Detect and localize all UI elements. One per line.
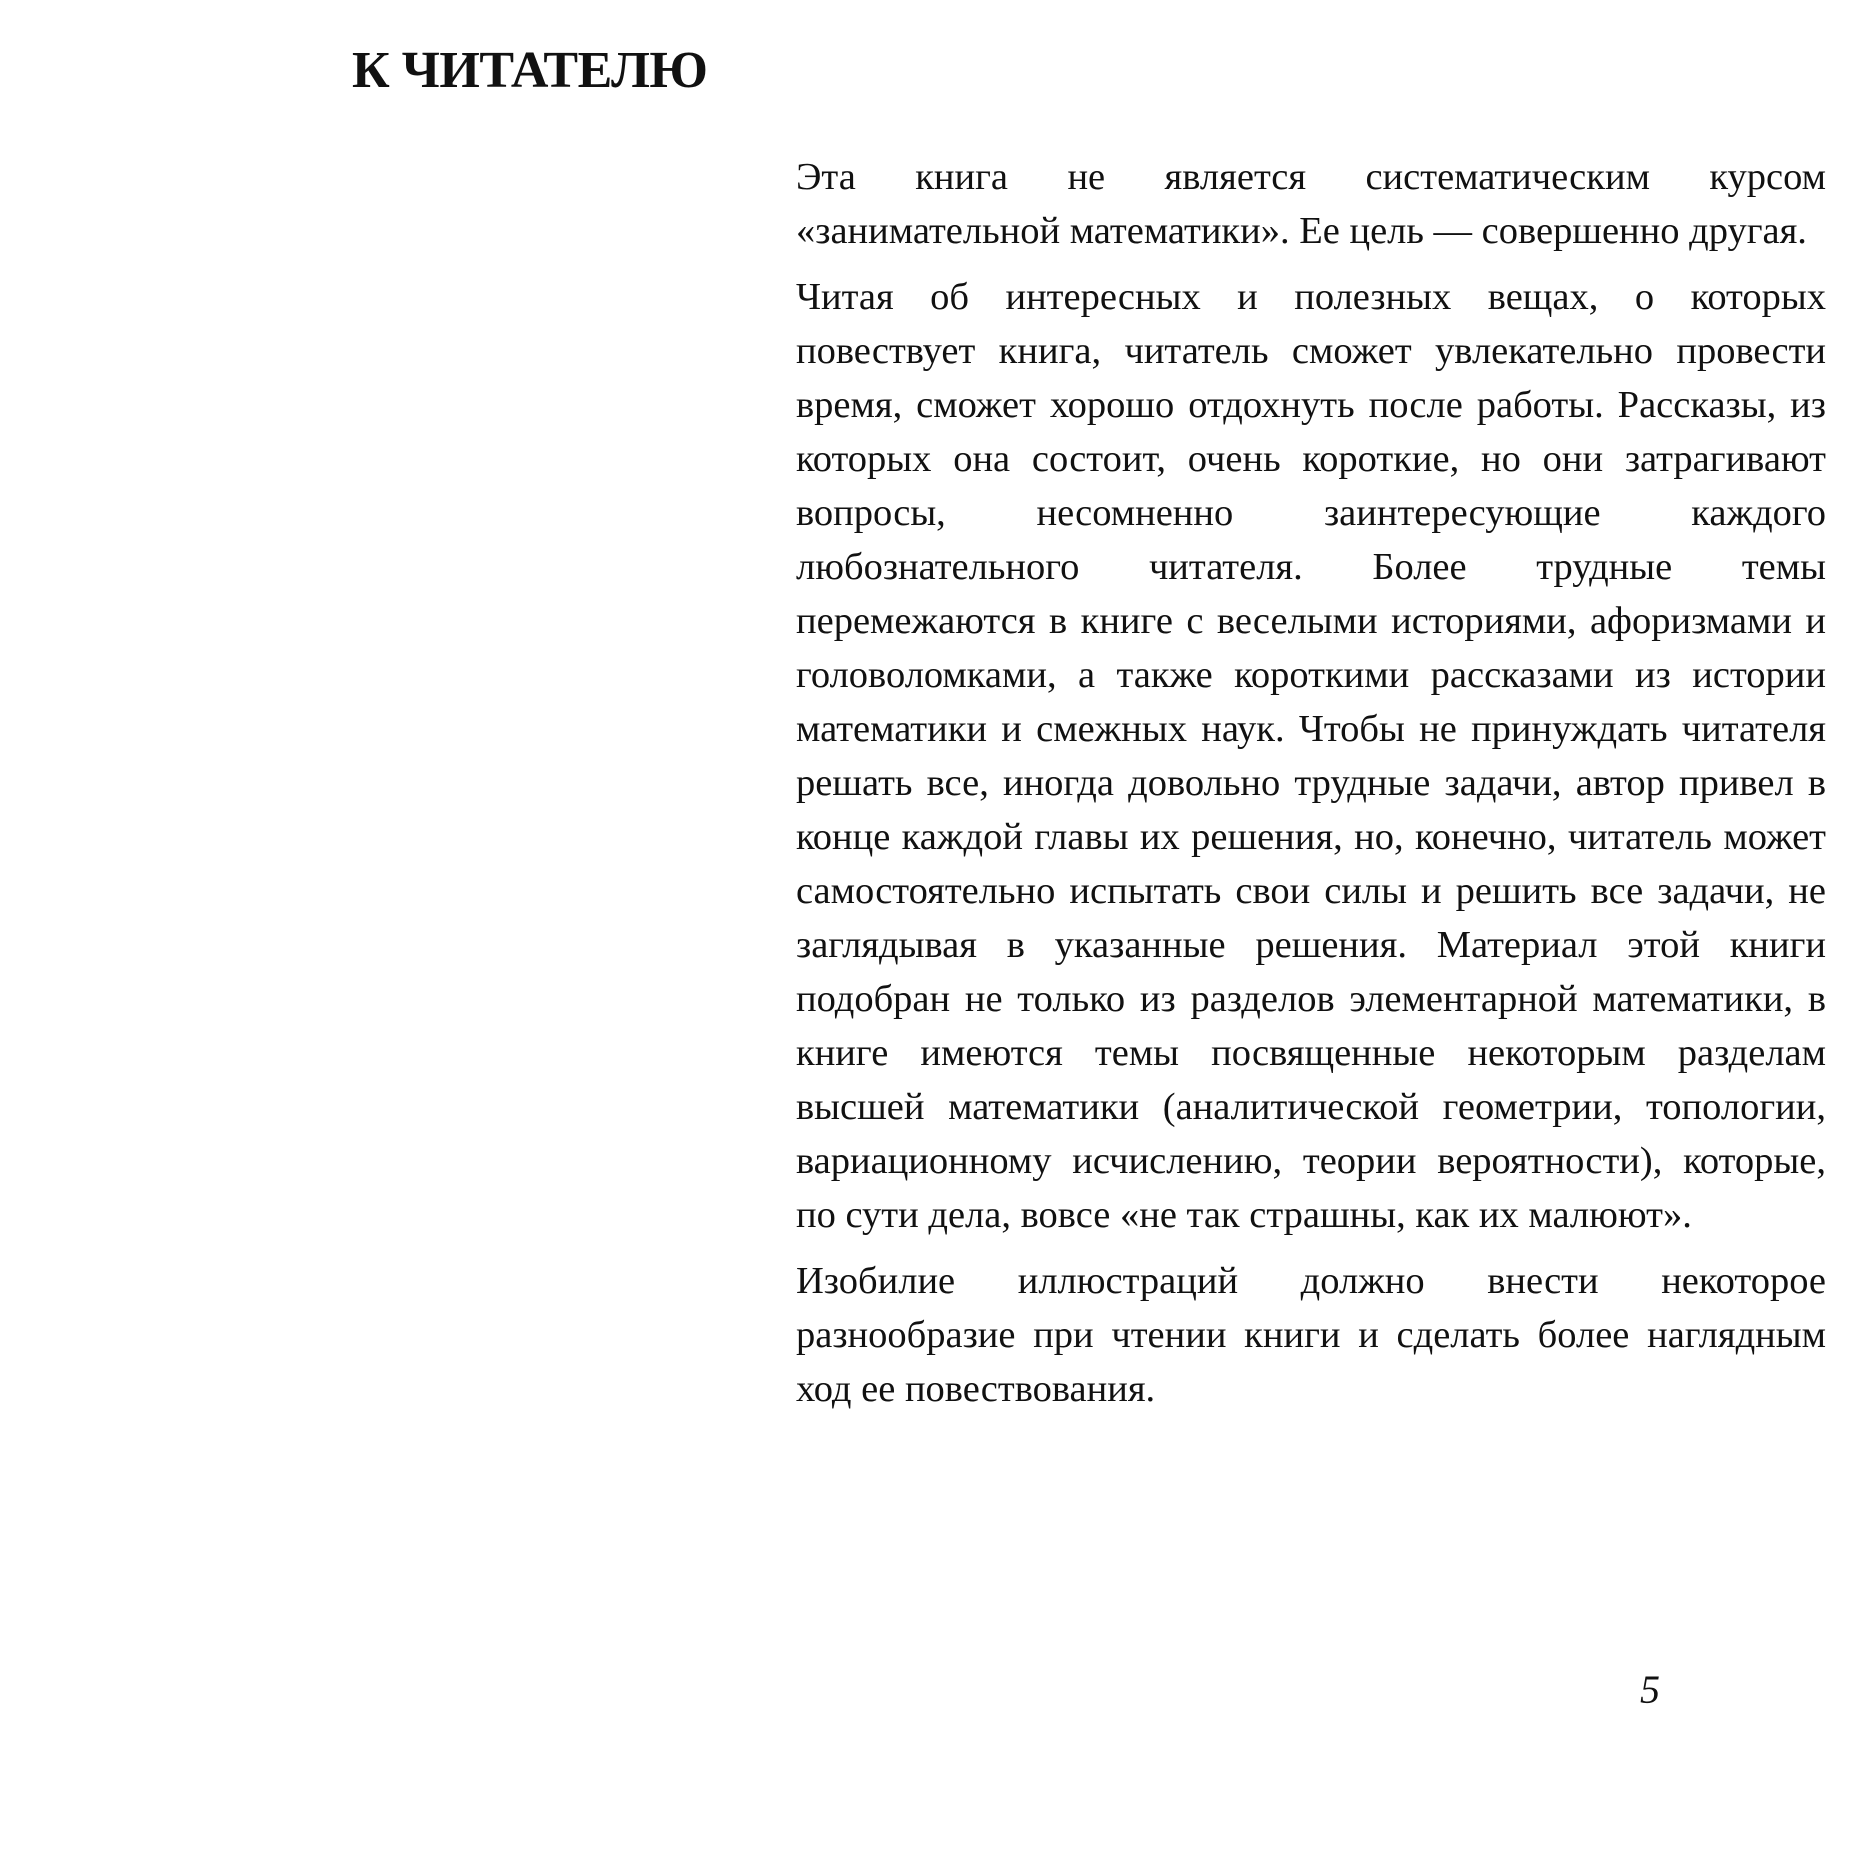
body-text xyxy=(796,150,1826,1428)
page-title: К ЧИТАТЕЛЮ xyxy=(352,42,708,99)
paragraph-intro: Эта книга не является систематическим курсом «занимательной математики». Ее цель — совершенно другая. xyxy=(796,156,1826,252)
page-number: 5 xyxy=(1640,1667,1660,1712)
paragraph-main: Читая об интересных и полезных вещах, о которых повествует книга, читатель сможет увлекательно провести время, сможет хорошо отдохнуть после работы. Рассказы, из которых она состоит, очень короткие, но они затрагивают вопросы, несомненно заинтересующие каждого любознательного читателя. Более трудные темы перемежаются в книге с веселыми историями, афоризмами и головоломками, а также короткими рассказами из истории математики и смежных наук. Чтобы не принуждать читателя решать все, иногда довольно трудные задачи, автор привел в конце каждой главы их решения, но, конечно, читатель может самостоятельно испытать свои силы и решить все задачи, не заглядывая в указанные решения. Материал этой книги подобран не только из разделов элементарной математики, в книге имеются темы посвященные некоторым разделам высшей математики (аналитической геометрии, топологии, вариационному исчислению, теории вероятности), которые, по сути дела, вовсе «не так страшны, как их малюют». xyxy=(796,276,1826,1236)
paragraph-illustrations: Изобилие иллюстраций должно внести некоторое разнообразие при чтении книги и сделать более наглядным ход ее повествования. xyxy=(796,1260,1826,1410)
